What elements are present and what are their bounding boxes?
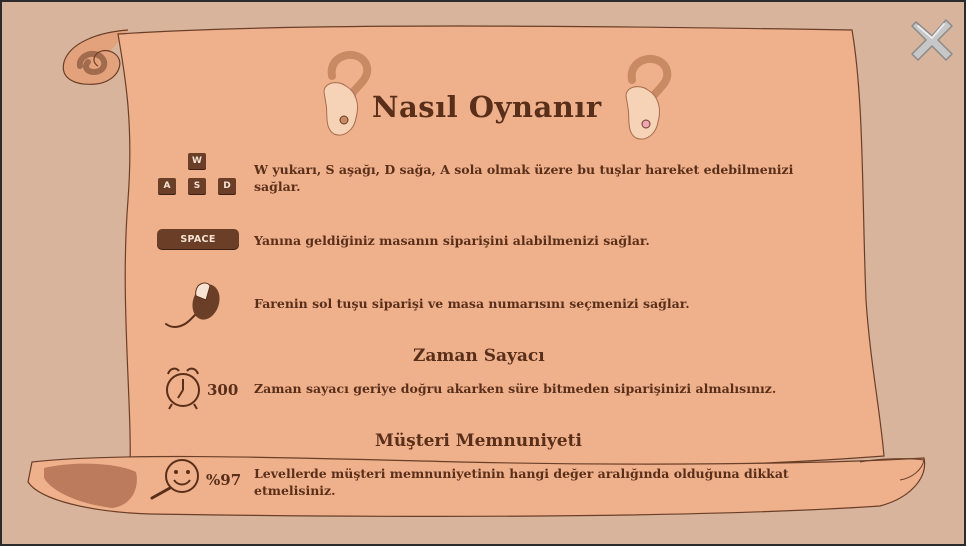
timer-description: Zaman sayacı geriye doğru akarken süre bitmeden siparişinizi almalısınız. bbox=[254, 381, 777, 396]
satisfaction-description: Levellerde müşteri memnuniyetinin hangi değer aralığında olduğuna dikkat etmelisiniz. bbox=[254, 466, 789, 498]
page-title: Nasıl Oynanır bbox=[372, 90, 602, 124]
ear-question-icon bbox=[620, 52, 682, 147]
mouse-icon bbox=[162, 280, 228, 334]
satisfaction-heading: Müşteri Memnuniyeti bbox=[375, 431, 582, 451]
close-x-icon[interactable] bbox=[908, 16, 954, 62]
key-s: S bbox=[188, 178, 206, 194]
timer-heading: Zaman Sayacı bbox=[413, 346, 545, 366]
key-space: SPACE bbox=[157, 229, 239, 249]
alarm-clock-icon bbox=[162, 364, 204, 410]
space-description: Yanına geldiğiniz masanın siparişini alabilmenizi sağlar. bbox=[254, 233, 650, 248]
key-w: W bbox=[188, 153, 206, 169]
timer-value: 300 bbox=[207, 381, 239, 399]
mouse-description: Farenin sol tuşu siparişi ve masa numarısını seçmenizi sağlar. bbox=[254, 296, 690, 311]
key-a: A bbox=[158, 178, 176, 194]
ear-question-icon bbox=[316, 46, 378, 141]
wasd-description: W yukarı, S aşağı, D sağa, A sola olmak üzere bu tuşlar hareket edebilmenizi sağlar. bbox=[254, 162, 794, 194]
smiley-magnifier-icon bbox=[148, 456, 204, 502]
key-d: D bbox=[218, 178, 236, 194]
satisfaction-value: %97 bbox=[206, 471, 242, 489]
